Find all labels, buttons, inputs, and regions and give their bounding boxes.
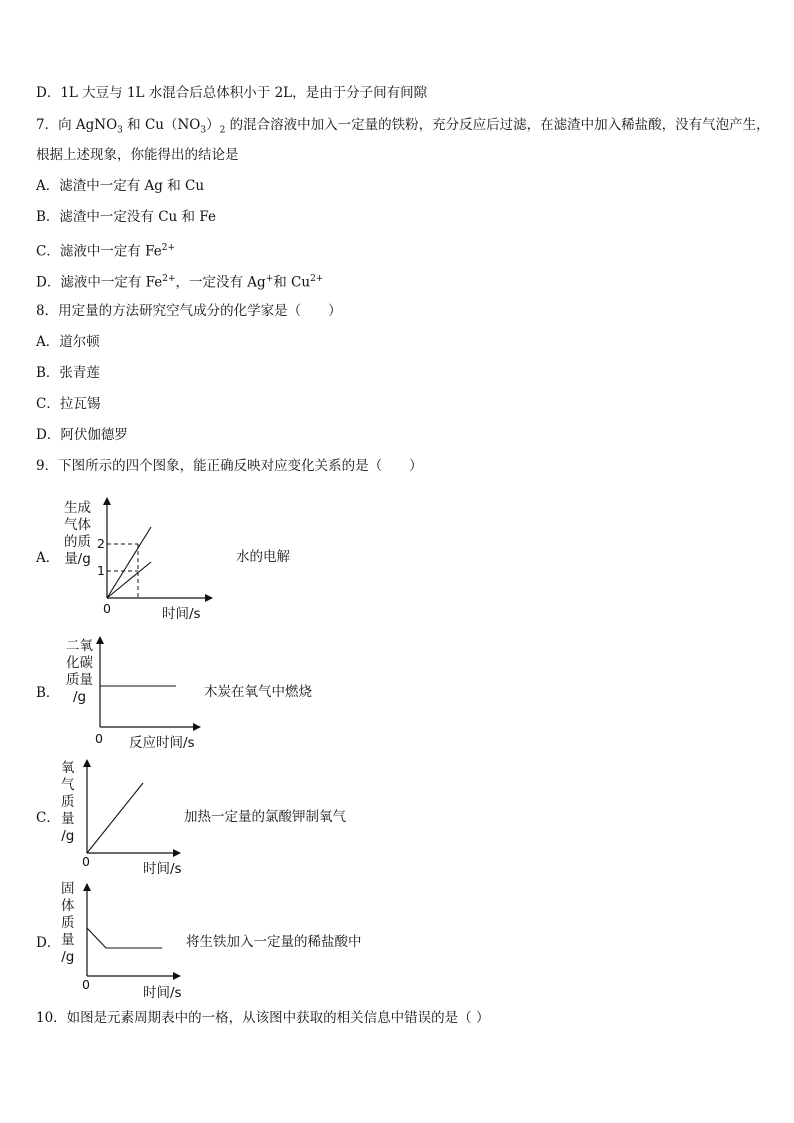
graph-b-ylabel-line: 二氧 bbox=[66, 638, 93, 654]
graph-d-xlabel: 时间/s bbox=[143, 985, 182, 1001]
q7-option-d-part-a: D．滤液中一定有 Fe bbox=[36, 274, 163, 291]
q7-option-c-sup: 2+ bbox=[161, 243, 176, 253]
graph-d-ylabel-line: 量 bbox=[61, 932, 75, 948]
graph-b-ylabel bbox=[66, 638, 93, 706]
graph-d-origin: 0 bbox=[82, 977, 90, 992]
q7-stem-line2: 根据上述现象，你能得出的结论是 bbox=[36, 147, 239, 163]
graph-c-ylabel-line: /g bbox=[61, 828, 75, 844]
graph-a-option-label: A． bbox=[36, 550, 60, 566]
graph-b-option-label: B． bbox=[36, 685, 60, 701]
graph-a-line-2 bbox=[107, 527, 151, 598]
q7-option-c-text: C．滤液中一定有 Fe bbox=[36, 243, 162, 260]
graph-d-line bbox=[87, 928, 162, 948]
q7-option-d-sup1: 2+ bbox=[162, 274, 176, 284]
graph-a-xlabel: 时间/s bbox=[162, 606, 201, 622]
graph-c bbox=[87, 760, 180, 853]
graph-c-ylabel-line: 气 bbox=[61, 777, 75, 793]
q8-option-d: D．阿伏伽德罗 bbox=[36, 427, 128, 443]
q7-option-d-sup3: 2+ bbox=[310, 274, 324, 284]
graph-a-ylabel-line: 生成 bbox=[64, 500, 91, 516]
q7-option-d-part-c: 和 Cu bbox=[273, 274, 311, 291]
graph-d-ylabel-line: 固 bbox=[61, 881, 75, 897]
q8-stem: 8．用定量的方法研究空气成分的化学家是（ ） bbox=[36, 303, 342, 319]
graph-c-xlabel: 时间/s bbox=[143, 861, 182, 877]
graph-d-caption: 将生铁加入一定量的稀盐酸中 bbox=[186, 934, 362, 950]
q8-option-c: C．拉瓦锡 bbox=[36, 396, 101, 412]
graph-d-ylabel-line: 质 bbox=[61, 915, 75, 931]
graph-c-origin: 0 bbox=[82, 854, 90, 869]
graph-a bbox=[107, 498, 212, 598]
q8-option-a: A．道尔顿 bbox=[36, 334, 100, 350]
graph-a-ylabel-line: 量/g bbox=[64, 551, 91, 567]
q7-stem-sub1: 3 bbox=[117, 125, 123, 136]
graph-b-ylabel-line: 化碳 bbox=[66, 655, 93, 671]
q10-stem: 10．如图是元素周期表中的一格，从该图中获取的相关信息中错误的是（ ） bbox=[36, 1010, 490, 1026]
graph-d bbox=[87, 884, 180, 976]
q9-stem: 9．下图所示的四个图象，能正确反映对应变化关系的是（ ） bbox=[36, 458, 423, 474]
graph-a-tick-2: 2 bbox=[97, 536, 105, 551]
q7-option-d-part-b: ，一定没有 Ag bbox=[175, 274, 266, 291]
q7-option-b: B．滤渣中一定没有 Cu 和 Fe bbox=[36, 209, 216, 225]
graph-c-ylabel bbox=[61, 760, 75, 845]
graph-a-caption: 水的电解 bbox=[236, 549, 290, 565]
q7-stem-sub3: 2 bbox=[219, 125, 226, 136]
graph-d-ylabel bbox=[61, 881, 75, 966]
graph-a-tick-1: 1 bbox=[97, 563, 105, 578]
graph-a-origin: 0 bbox=[103, 601, 111, 616]
q7-option-a: A．滤渣中一定有 Ag 和 Cu bbox=[36, 178, 205, 194]
q7-stem-part-b: 和 Cu（NO bbox=[122, 117, 201, 133]
graph-c-line bbox=[87, 783, 143, 853]
q7-stem-part-d: 的混合溶液中加入一定量的铁粉，充分反应后过滤，在滤渣中加入稀盐酸，没有气泡产生， bbox=[225, 117, 770, 133]
q7-option-d-sup2: + bbox=[265, 274, 274, 284]
graph-a-line-1 bbox=[107, 562, 151, 598]
q7-stem-part-a: 7．向 AgNO bbox=[36, 117, 118, 133]
graph-c-option-label: C． bbox=[36, 810, 60, 826]
graph-b-ylabel-line: /g bbox=[72, 689, 87, 705]
graph-d-ylabel-line: /g bbox=[61, 949, 75, 965]
graph-d-option-label: D． bbox=[36, 935, 61, 951]
graph-b bbox=[100, 637, 200, 727]
graph-d-ylabel-line: 体 bbox=[61, 898, 75, 914]
graph-b-caption: 木炭在氧气中燃烧 bbox=[204, 684, 312, 700]
graph-c-ylabel-line: 质 bbox=[61, 794, 75, 810]
graph-c-caption: 加热一定量的氯酸钾制氧气 bbox=[184, 809, 346, 825]
q8-option-b: B．张青莲 bbox=[36, 365, 100, 381]
q7-stem-sub2: 3 bbox=[200, 125, 207, 136]
graph-a-ylabel bbox=[64, 500, 91, 568]
graph-c-ylabel-line: 氧 bbox=[61, 760, 75, 776]
graph-a-ylabel-line: 的质 bbox=[64, 534, 91, 550]
graph-b-origin: 0 bbox=[95, 731, 103, 746]
q7-stem-part-c: ） bbox=[206, 117, 220, 133]
graph-a-ylabel-line: 气体 bbox=[64, 517, 91, 533]
graph-c-ylabel-line: 量 bbox=[61, 811, 75, 827]
graph-b-xlabel: 反应时间/s bbox=[129, 735, 195, 751]
graph-b-ylabel-line: 质量 bbox=[66, 672, 93, 688]
q6-option-d: D．1L 大豆与 1L 水混合后总体积小于 2L，是由于分子间有间隙 bbox=[36, 85, 428, 101]
